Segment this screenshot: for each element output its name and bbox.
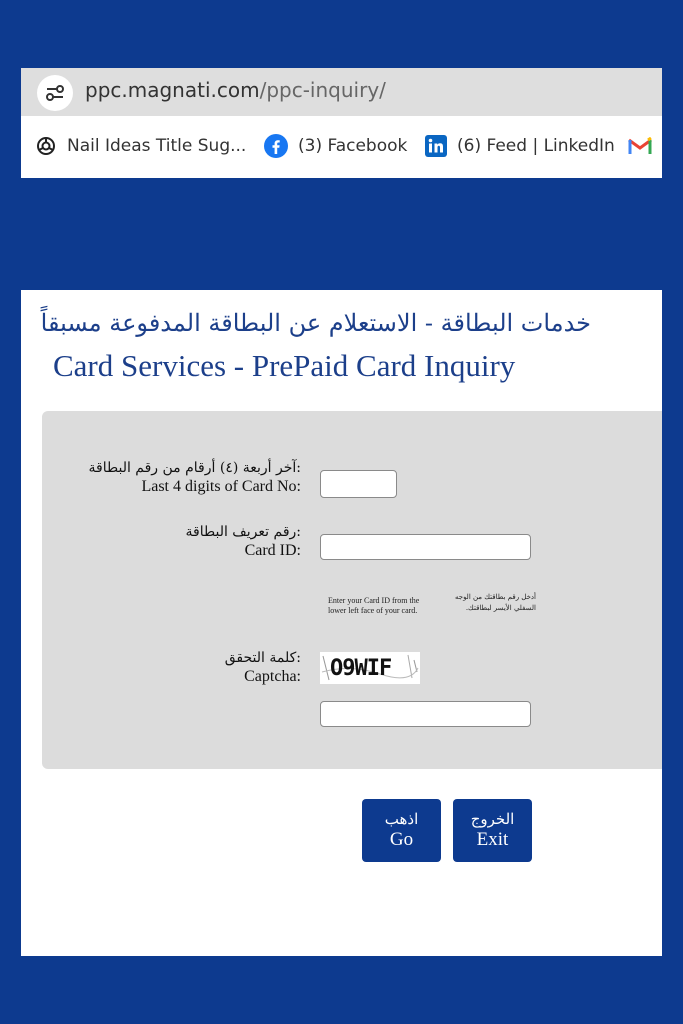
bookmark-label: Nail Ideas Title Sug... <box>67 136 247 156</box>
card-id-label-arabic: :رقم تعريف البطاقة <box>185 524 301 540</box>
bookmarks-bar <box>21 116 662 179</box>
captcha-image <box>320 652 420 684</box>
chatgpt-icon <box>35 135 57 157</box>
card-id-hint-english: Enter your Card ID from the lower left face of your card. <box>328 596 420 615</box>
page-title: Card Services - PrePaid Card Inquiry <box>53 348 516 383</box>
bookmark-linkedin[interactable] <box>425 134 615 158</box>
bookmark-chatgpt[interactable] <box>35 134 246 158</box>
url-host: ppc.magnati.com <box>85 78 260 102</box>
card-id-hint-arabic: أدخل رقم بطاقتك من الوجه السفلي الأيسر لبطاقتك. <box>454 593 536 612</box>
header-banner <box>21 178 662 290</box>
bookmark-label: (6) Feed | LinkedIn <box>457 136 615 156</box>
url-text[interactable] <box>85 78 386 102</box>
last4-label <box>89 460 301 496</box>
bookmark-facebook[interactable] <box>264 134 407 158</box>
page-title-arabic: خدمات البطاقة - الاستعلام عن البطاقة المدفوعة مسبقاً <box>40 309 591 337</box>
card-id-label-english: Card ID: <box>244 542 301 559</box>
gmail-icon <box>628 137 652 155</box>
exit-button-arabic: الخروج <box>470 810 515 828</box>
browser-window <box>21 68 662 956</box>
go-button-english: Go <box>389 829 414 850</box>
captcha-label-arabic: :كلمة التحقق <box>224 650 301 666</box>
go-button-arabic: اذهب <box>384 810 419 828</box>
captcha-input[interactable] <box>320 701 531 727</box>
captcha-label-english: Captcha: <box>244 668 301 685</box>
last4-label-english: Last 4 digits of Card No: <box>141 478 301 495</box>
captcha-text: O9WIF <box>330 656 392 681</box>
card-id-label <box>186 524 301 560</box>
url-path: /ppc-inquiry/ <box>259 78 386 102</box>
exit-button-english: Exit <box>476 829 509 850</box>
linkedin-icon <box>425 135 447 157</box>
site-settings-icon[interactable] <box>37 75 73 111</box>
facebook-icon <box>264 134 288 158</box>
card-id-input[interactable] <box>320 534 531 560</box>
exit-button[interactable] <box>453 799 532 862</box>
last4-label-arabic: :آخر أربعة (٤) أرقام من رقم البطاقة <box>88 460 301 476</box>
go-button[interactable] <box>362 799 441 862</box>
bookmark-label: (3) Facebook <box>298 136 408 156</box>
bookmark-gmail[interactable] <box>628 134 652 158</box>
captcha-label <box>225 650 301 686</box>
address-bar[interactable] <box>21 68 662 116</box>
last4-digits-input[interactable] <box>320 470 397 498</box>
